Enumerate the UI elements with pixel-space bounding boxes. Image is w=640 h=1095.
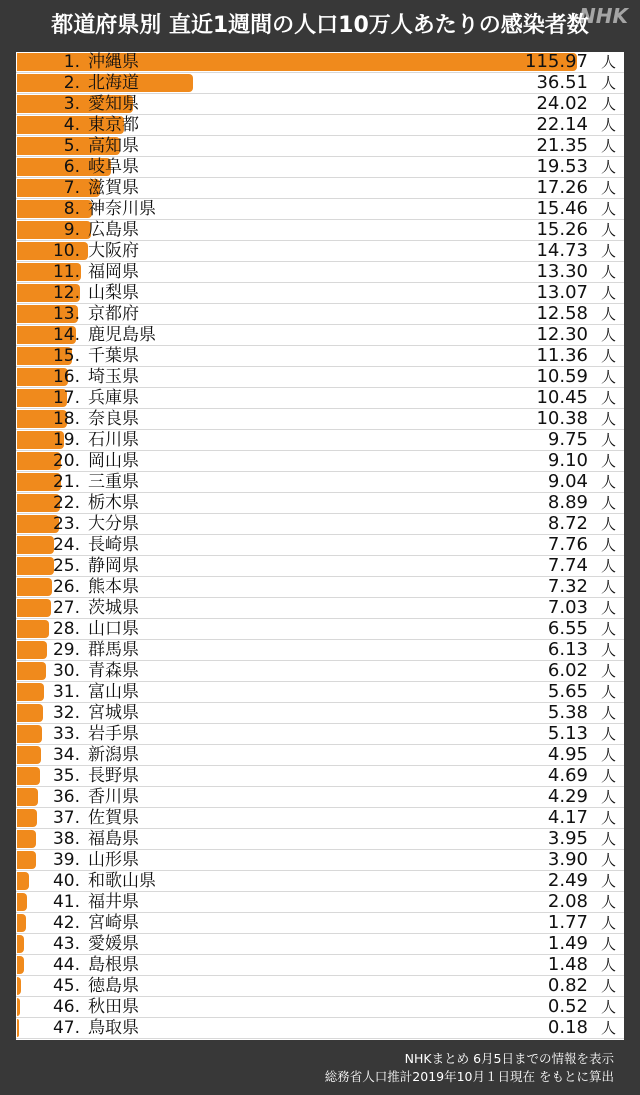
rank-label: 40. [52, 871, 80, 891]
prefecture-name: 静岡県 [88, 556, 139, 576]
table-row [16, 199, 624, 220]
prefecture-name: 石川県 [88, 430, 139, 450]
value-label: 9.04 [547, 471, 588, 492]
prefecture-name: 京都府 [88, 304, 139, 324]
table-row [16, 871, 624, 892]
table-row [16, 577, 624, 598]
unit-label: 人 [600, 326, 616, 344]
table-row [16, 136, 624, 157]
table-row [16, 262, 624, 283]
prefecture-label [26, 661, 139, 681]
prefecture-name: 広島県 [88, 220, 139, 240]
table-row [16, 115, 624, 136]
rank-label: 47. [52, 1018, 80, 1038]
rank-label: 22. [52, 493, 80, 513]
unit-label: 人 [600, 1019, 616, 1037]
unit-label: 人 [600, 116, 616, 134]
value-label: 4.95 [547, 744, 588, 765]
rank-label: 21. [52, 472, 80, 492]
unit-label: 人 [600, 410, 616, 428]
unit-label: 人 [600, 767, 616, 785]
value-label: 7.74 [547, 555, 588, 576]
table-row [16, 1018, 624, 1039]
prefecture-name: 山梨県 [88, 283, 139, 303]
value-label: 19.53 [536, 156, 588, 177]
unit-label: 人 [600, 95, 616, 113]
value-label: 3.95 [547, 828, 588, 849]
rank-label: 8. [63, 199, 80, 219]
table-row [16, 808, 624, 829]
table-row [16, 997, 624, 1018]
prefecture-name: 茨城県 [88, 598, 139, 618]
prefecture-name: 岡山県 [88, 451, 139, 471]
prefecture-name: 滋賀県 [88, 178, 139, 198]
rank-label: 44. [52, 955, 80, 975]
prefecture-name: 北海道 [88, 73, 139, 93]
table-row [16, 451, 624, 472]
value-label: 3.90 [547, 849, 588, 870]
prefecture-label [26, 115, 139, 135]
table-row [16, 913, 624, 934]
unit-label: 人 [600, 683, 616, 701]
unit-label: 人 [600, 284, 616, 302]
table-row [16, 703, 624, 724]
prefecture-label [26, 892, 139, 912]
rank-label: 11. [52, 262, 80, 282]
unit-label: 人 [600, 431, 616, 449]
rank-label: 28. [52, 619, 80, 639]
ranking-panel [16, 52, 624, 1040]
prefecture-name: 千葉県 [88, 346, 139, 366]
prefecture-name: 福井県 [88, 892, 139, 912]
prefecture-label [26, 1018, 139, 1038]
prefecture-label [26, 871, 156, 891]
value-label: 2.49 [547, 870, 588, 891]
value-label: 6.02 [547, 660, 588, 681]
prefecture-label [26, 766, 139, 786]
prefecture-label [26, 283, 139, 303]
value-label: 5.38 [547, 702, 588, 723]
unit-label: 人 [600, 788, 616, 806]
value-label: 9.75 [547, 429, 588, 450]
value-label: 11.36 [536, 345, 588, 366]
unit-label: 人 [600, 74, 616, 92]
method-note: 総務省人口推計2019年10月１日現在 をもとに算出 [324, 1069, 614, 1084]
rank-label: 7. [63, 178, 80, 198]
source-note: NHKまとめ 6月5日までの情報を表示 [404, 1051, 614, 1066]
prefecture-label [26, 178, 139, 198]
rank-label: 10. [52, 241, 80, 261]
unit-label: 人 [600, 389, 616, 407]
prefecture-label [26, 94, 139, 114]
table-row [16, 829, 624, 850]
prefecture-name: 長崎県 [88, 535, 139, 555]
rank-label: 32. [52, 703, 80, 723]
unit-label: 人 [600, 725, 616, 743]
prefecture-name: 高知県 [88, 136, 139, 156]
prefecture-label [26, 808, 139, 828]
rank-label: 41. [52, 892, 80, 912]
value-label: 115.97 [525, 51, 588, 72]
prefecture-name: 鳥取県 [88, 1018, 139, 1038]
prefecture-name: 愛媛県 [88, 934, 139, 954]
rank-label: 12. [52, 283, 80, 303]
value-label: 24.02 [536, 93, 588, 114]
prefecture-name: 大分県 [88, 514, 139, 534]
table-row [16, 157, 624, 178]
unit-label: 人 [600, 557, 616, 575]
value-label: 5.13 [547, 723, 588, 744]
prefecture-name: 岐阜県 [88, 157, 139, 177]
table-row [16, 220, 624, 241]
value-label: 13.07 [536, 282, 588, 303]
prefecture-name: 大阪府 [88, 241, 139, 261]
prefecture-label [26, 346, 139, 366]
table-row [16, 367, 624, 388]
value-label: 4.69 [547, 765, 588, 786]
value-label: 13.30 [536, 261, 588, 282]
prefecture-label [26, 724, 139, 744]
unit-label: 人 [600, 494, 616, 512]
table-row [16, 493, 624, 514]
value-label: 5.65 [547, 681, 588, 702]
table-row [16, 850, 624, 871]
prefecture-name: 埼玉県 [88, 367, 139, 387]
unit-label: 人 [600, 263, 616, 281]
table-row [16, 388, 624, 409]
prefecture-label [26, 976, 139, 996]
prefecture-label [26, 619, 139, 639]
prefecture-name: 新潟県 [88, 745, 139, 765]
table-row [16, 787, 624, 808]
rank-label: 18. [52, 409, 80, 429]
unit-label: 人 [600, 536, 616, 554]
rank-label: 29. [52, 640, 80, 660]
unit-label: 人 [600, 620, 616, 638]
rank-label: 9. [63, 220, 80, 240]
prefecture-label [26, 73, 139, 93]
prefecture-label [26, 955, 139, 975]
prefecture-name: 鹿児島県 [88, 325, 156, 345]
rank-label: 6. [63, 157, 80, 177]
unit-label: 人 [600, 368, 616, 386]
unit-label: 人 [600, 452, 616, 470]
prefecture-name: 奈良県 [88, 409, 139, 429]
value-label: 12.58 [536, 303, 588, 324]
prefecture-name: 沖縄県 [88, 52, 139, 72]
value-label: 2.08 [547, 891, 588, 912]
table-row [16, 241, 624, 262]
prefecture-label [26, 535, 139, 555]
unit-label: 人 [600, 956, 616, 974]
value-label: 0.82 [547, 975, 588, 996]
value-label: 8.72 [547, 513, 588, 534]
table-row [16, 976, 624, 997]
table-row [16, 934, 624, 955]
unit-label: 人 [600, 242, 616, 260]
rank-label: 19. [52, 430, 80, 450]
prefecture-label [26, 997, 139, 1017]
prefecture-name: 秋田県 [88, 997, 139, 1017]
prefecture-name: 山口県 [88, 619, 139, 639]
unit-label: 人 [600, 704, 616, 722]
value-label: 21.35 [536, 135, 588, 156]
value-label: 10.59 [536, 366, 588, 387]
prefecture-label [26, 640, 139, 660]
value-label: 14.73 [536, 240, 588, 261]
rank-label: 20. [52, 451, 80, 471]
unit-label: 人 [600, 305, 616, 323]
chart-title: 都道府県別 直近1週間の人口10万人あたりの感染者数 [51, 13, 589, 38]
table-row [16, 682, 624, 703]
rank-label: 24. [52, 535, 80, 555]
prefecture-name: 富山県 [88, 682, 139, 702]
value-label: 1.49 [547, 933, 588, 954]
value-label: 9.10 [547, 450, 588, 471]
prefecture-name: 島根県 [88, 955, 139, 975]
prefecture-name: 三重県 [88, 472, 139, 492]
rank-label: 15. [52, 346, 80, 366]
prefecture-name: 徳島県 [88, 976, 139, 996]
prefecture-label [26, 787, 139, 807]
unit-label: 人 [600, 893, 616, 911]
prefecture-label [26, 598, 139, 618]
prefecture-label [26, 367, 139, 387]
table-row [16, 535, 624, 556]
prefecture-name: 福島県 [88, 829, 139, 849]
value-label: 4.29 [547, 786, 588, 807]
table-row [16, 430, 624, 451]
value-label: 7.76 [547, 534, 588, 555]
prefecture-label [26, 745, 139, 765]
table-row [16, 472, 624, 493]
prefecture-name: 熊本県 [88, 577, 139, 597]
bar [17, 956, 24, 974]
rank-label: 14. [52, 325, 80, 345]
table-row [16, 94, 624, 115]
unit-label: 人 [600, 515, 616, 533]
value-label: 0.52 [547, 996, 588, 1017]
value-label: 8.89 [547, 492, 588, 513]
value-label: 15.46 [536, 198, 588, 219]
prefecture-label [26, 514, 139, 534]
table-row [16, 304, 624, 325]
unit-label: 人 [600, 851, 616, 869]
table-row [16, 640, 624, 661]
unit-label: 人 [600, 746, 616, 764]
prefecture-label [26, 556, 139, 576]
bar [17, 977, 21, 995]
prefecture-label [26, 682, 139, 702]
prefecture-name: 東京都 [88, 115, 139, 135]
rank-label: 25. [52, 556, 80, 576]
rank-label: 30. [52, 661, 80, 681]
bar [17, 935, 24, 953]
prefecture-label [26, 451, 139, 471]
prefecture-name: 宮崎県 [88, 913, 139, 933]
value-label: 36.51 [536, 72, 588, 93]
rank-label: 38. [52, 829, 80, 849]
value-label: 12.30 [536, 324, 588, 345]
unit-label: 人 [600, 53, 616, 71]
value-label: 10.45 [536, 387, 588, 408]
table-row [16, 346, 624, 367]
value-label: 0.18 [547, 1017, 588, 1038]
value-label: 15.26 [536, 219, 588, 240]
prefecture-name: 愛知県 [88, 94, 139, 114]
prefecture-label [26, 157, 139, 177]
rank-label: 39. [52, 850, 80, 870]
prefecture-name: 福岡県 [88, 262, 139, 282]
rank-label: 45. [52, 976, 80, 996]
rank-label: 35. [52, 766, 80, 786]
value-label: 7.03 [547, 597, 588, 618]
rank-label: 34. [52, 745, 80, 765]
prefecture-name: 香川県 [88, 787, 139, 807]
prefecture-label [26, 199, 156, 219]
prefecture-name: 神奈川県 [88, 199, 156, 219]
prefecture-label [26, 220, 139, 240]
unit-label: 人 [600, 578, 616, 596]
table-row [16, 892, 624, 913]
unit-label: 人 [600, 641, 616, 659]
value-label: 4.17 [547, 807, 588, 828]
rank-label: 42. [52, 913, 80, 933]
table-row [16, 325, 624, 346]
prefecture-label [26, 409, 139, 429]
prefecture-label [26, 493, 139, 513]
unit-label: 人 [600, 935, 616, 953]
prefecture-label [26, 388, 139, 408]
table-row [16, 955, 624, 976]
bar [17, 914, 26, 932]
rank-label: 26. [52, 577, 80, 597]
prefecture-name: 群馬県 [88, 640, 139, 660]
rank-label: 1. [63, 52, 80, 72]
rank-label: 33. [52, 724, 80, 744]
prefecture-name: 青森県 [88, 661, 139, 681]
prefecture-label [26, 934, 139, 954]
unit-label: 人 [600, 473, 616, 491]
prefecture-label [26, 577, 139, 597]
table-row [16, 514, 624, 535]
rank-label: 13. [52, 304, 80, 324]
table-row [16, 745, 624, 766]
rank-label: 27. [52, 598, 80, 618]
prefecture-name: 山形県 [88, 850, 139, 870]
bar [17, 998, 20, 1016]
prefecture-name: 栃木県 [88, 493, 139, 513]
unit-label: 人 [600, 221, 616, 239]
prefecture-label [26, 136, 139, 156]
table-row [16, 661, 624, 682]
table-row [16, 766, 624, 787]
unit-label: 人 [600, 200, 616, 218]
prefecture-label [26, 430, 139, 450]
unit-label: 人 [600, 137, 616, 155]
table-row [16, 724, 624, 745]
value-label: 17.26 [536, 177, 588, 198]
rank-label: 36. [52, 787, 80, 807]
rank-label: 16. [52, 367, 80, 387]
prefecture-label [26, 262, 139, 282]
rank-label: 31. [52, 682, 80, 702]
value-label: 6.55 [547, 618, 588, 639]
value-label: 7.32 [547, 576, 588, 597]
rank-label: 4. [63, 115, 80, 135]
prefecture-name: 岩手県 [88, 724, 139, 744]
unit-label: 人 [600, 809, 616, 827]
rank-label: 46. [52, 997, 80, 1017]
unit-label: 人 [600, 830, 616, 848]
rank-label: 3. [63, 94, 80, 114]
unit-label: 人 [600, 347, 616, 365]
prefecture-name: 宮城県 [88, 703, 139, 723]
prefecture-label [26, 829, 139, 849]
prefecture-name: 兵庫県 [88, 388, 139, 408]
prefecture-label [26, 472, 139, 492]
prefecture-name: 和歌山県 [88, 871, 156, 891]
unit-label: 人 [600, 599, 616, 617]
table-row [16, 73, 624, 94]
table-row [16, 178, 624, 199]
prefecture-label [26, 325, 156, 345]
prefecture-label [26, 850, 139, 870]
unit-label: 人 [600, 977, 616, 995]
prefecture-name: 佐賀県 [88, 808, 139, 828]
prefecture-label [26, 703, 139, 723]
prefecture-label [26, 52, 139, 72]
bar [17, 1019, 19, 1037]
table-row [16, 52, 624, 73]
unit-label: 人 [600, 872, 616, 890]
unit-label: 人 [600, 179, 616, 197]
table-row [16, 619, 624, 640]
table-row [16, 556, 624, 577]
nhk-logo: NHK [579, 4, 628, 28]
unit-label: 人 [600, 914, 616, 932]
prefecture-name: 長野県 [88, 766, 139, 786]
rank-label: 43. [52, 934, 80, 954]
rank-label: 23. [52, 514, 80, 534]
prefecture-label [26, 913, 139, 933]
unit-label: 人 [600, 998, 616, 1016]
prefecture-label [26, 304, 139, 324]
unit-label: 人 [600, 158, 616, 176]
value-label: 10.38 [536, 408, 588, 429]
table-row [16, 409, 624, 430]
rank-label: 17. [52, 388, 80, 408]
table-row [16, 598, 624, 619]
rank-label: 2. [63, 73, 80, 93]
value-label: 1.48 [547, 954, 588, 975]
rank-label: 5. [63, 136, 80, 156]
value-label: 1.77 [547, 912, 588, 933]
unit-label: 人 [600, 662, 616, 680]
prefecture-label [26, 241, 139, 261]
value-label: 6.13 [547, 639, 588, 660]
table-row [16, 283, 624, 304]
rank-label: 37. [52, 808, 80, 828]
value-label: 22.14 [536, 114, 588, 135]
